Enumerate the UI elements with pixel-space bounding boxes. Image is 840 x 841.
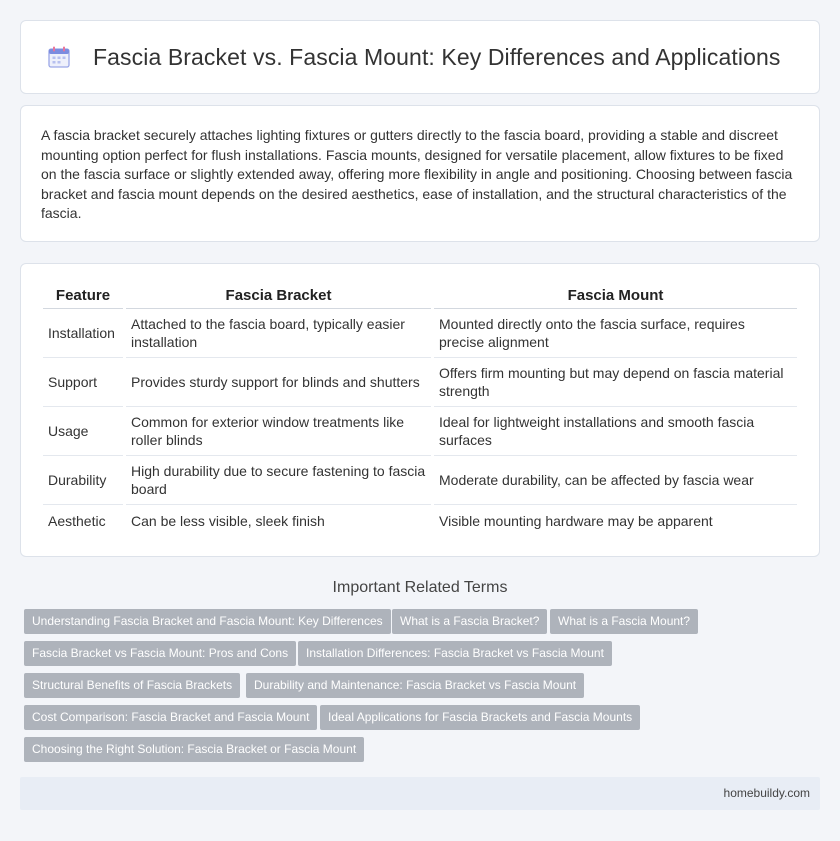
mount-cell: Visible mounting hardware may be apparent bbox=[439, 513, 713, 529]
mount-cell: Ideal for lightweight installations and smooth fascia surfaces bbox=[434, 407, 797, 456]
mount-cell: Moderate durability, can be affected by fascia wear bbox=[434, 456, 797, 505]
intro-card bbox=[20, 105, 820, 242]
table-row bbox=[43, 505, 797, 537]
related-term-tag[interactable]: Ideal Applications for Fascia Brackets and Fascia Mounts bbox=[320, 705, 640, 730]
footer-site-link[interactable]: homebuildy.com bbox=[723, 786, 810, 800]
bracket-cell: Can be less visible, sleek finish bbox=[131, 513, 325, 529]
feature-cell: Aesthetic bbox=[48, 513, 106, 529]
related-term-tag[interactable]: Choosing the Right Solution: Fascia Bracket or Fascia Mount bbox=[24, 737, 364, 762]
calendar-icon bbox=[47, 45, 71, 69]
mount-cell: Mounted directly onto the fascia surface, requires precise alignment bbox=[434, 309, 797, 358]
feature-cell: Usage bbox=[43, 407, 123, 456]
bracket-cell: High durability due to secure fastening to fascia board bbox=[126, 456, 431, 505]
table-row bbox=[43, 358, 797, 407]
related-term-tag[interactable]: Understanding Fascia Bracket and Fascia Mount: Key Differences bbox=[24, 609, 391, 634]
feature-cell: Support bbox=[43, 358, 123, 407]
header-fascia-mount: Fascia Mount bbox=[434, 283, 797, 309]
related-term-tag[interactable]: What is a Fascia Mount? bbox=[550, 609, 698, 634]
mount-cell: Offers firm mounting but may depend on fascia material strength bbox=[434, 358, 797, 407]
table-header-row bbox=[43, 283, 797, 309]
page-title: Fascia Bracket vs. Fascia Mount: Key Differences and Applications bbox=[93, 43, 781, 70]
bracket-cell: Provides sturdy support for blinds and shutters bbox=[126, 358, 431, 407]
comparison-table bbox=[40, 283, 800, 537]
comparison-table-card bbox=[20, 263, 820, 557]
related-term-tag[interactable]: Durability and Maintenance: Fascia Bracket vs Fascia Mount bbox=[246, 673, 584, 698]
related-term-tag[interactable]: What is a Fascia Bracket? bbox=[392, 609, 547, 634]
bracket-cell: Common for exterior window treatments like roller blinds bbox=[126, 407, 431, 456]
header-card bbox=[20, 20, 820, 94]
table-row bbox=[43, 456, 797, 505]
related-term-tag[interactable]: Structural Benefits of Fascia Brackets bbox=[24, 673, 240, 698]
related-term-tag[interactable]: Installation Differences: Fascia Bracket vs Fascia Mount bbox=[298, 641, 612, 666]
intro-paragraph: A fascia bracket securely attaches lighting fixtures or gutters directly to the fascia board, providing a stable and discreet mounting option perfect for flush installations. Fascia mounts, designed for versatile placement, allow fixtures to be fixed on the fascia surface or slightly extended away, offering more flexibility in angle and positioning. Choosing between fascia bracket and fascia mount depends on the desired aesthetics, ease of installation, and the structural characteristics of the fascia. bbox=[41, 127, 793, 222]
feature-cell: Installation bbox=[43, 309, 123, 358]
header-feature: Feature bbox=[43, 283, 123, 309]
table-row bbox=[43, 407, 797, 456]
related-term-tag[interactable]: Fascia Bracket vs Fascia Mount: Pros and Cons bbox=[24, 641, 296, 666]
footer bbox=[20, 777, 820, 810]
related-term-tag[interactable]: Cost Comparison: Fascia Bracket and Fascia Mount bbox=[24, 705, 317, 730]
bracket-cell: Attached to the fascia board, typically easier installation bbox=[126, 309, 431, 358]
related-terms-heading: Important Related Terms bbox=[332, 579, 508, 596]
header-fascia-bracket: Fascia Bracket bbox=[126, 283, 431, 309]
feature-cell: Durability bbox=[43, 456, 123, 505]
table-row bbox=[43, 309, 797, 358]
